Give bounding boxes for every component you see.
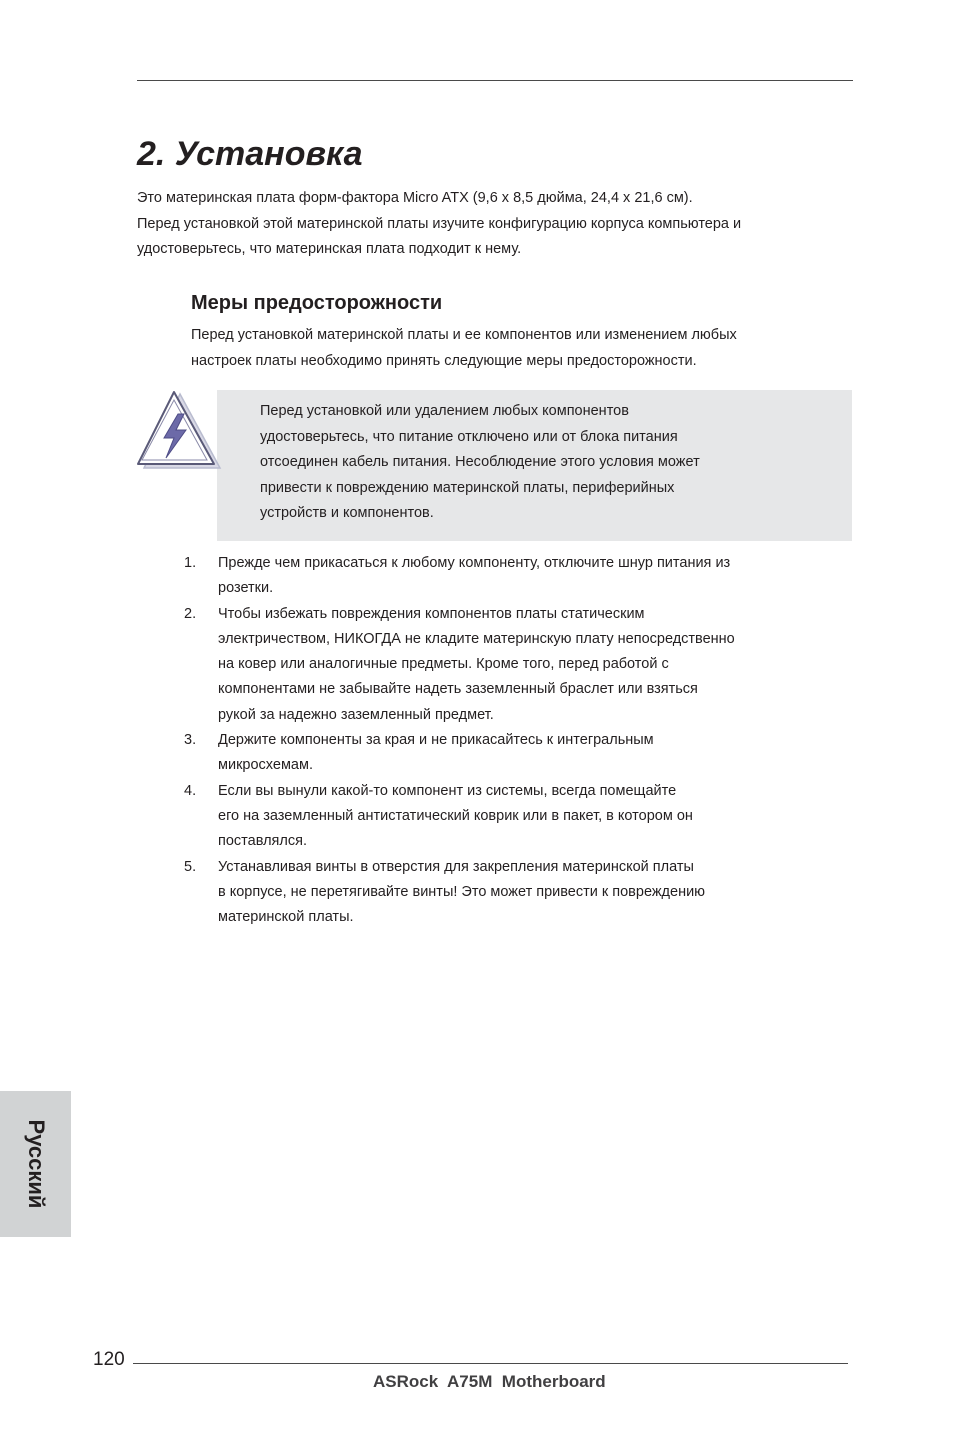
precautions-list xyxy=(184,551,844,930)
warning-box xyxy=(217,390,852,541)
list-item-line: рукой за надежно заземленный предмет. xyxy=(218,706,494,723)
list-item-line: в корпусе, не перетягивайте винты! Это может привести к повреждению xyxy=(218,883,706,900)
list-item xyxy=(184,551,844,602)
list-item-line: Прежде чем прикасаться к любому компоненту, отключите шнур питания из xyxy=(218,555,731,571)
list-item xyxy=(184,779,844,855)
list-item xyxy=(184,728,844,779)
list-item xyxy=(184,602,844,728)
footer-product-name: ASRock A75M Motherboard xyxy=(373,1372,606,1391)
list-item-line: Если вы вынули какой-то компонент из системы, всегда помещайте xyxy=(218,782,677,799)
warning-line: привести к повреждению материнской платы, периферийных xyxy=(260,479,675,496)
intro-paragraph xyxy=(137,186,857,263)
warning-line: Перед установкой или удалением любых компонентов xyxy=(260,403,629,419)
list-item xyxy=(184,855,844,931)
warning-text xyxy=(260,399,700,527)
precautions-line: Перед установкой материнской платы и ее компонентов или изменением любых xyxy=(191,327,737,343)
footer-rule xyxy=(133,1363,848,1364)
list-item-number: 2. xyxy=(184,605,197,622)
list-item-line: микросхемам. xyxy=(218,757,313,774)
language-side-tab xyxy=(0,1091,71,1237)
header-rule xyxy=(137,80,853,81)
list-item-line: на ковер или аналогичные предметы. Кроме того, перед работой с xyxy=(218,656,669,673)
list-item-number: 3. xyxy=(184,732,197,749)
precautions-intro xyxy=(191,323,851,374)
list-item-number: 4. xyxy=(184,782,197,799)
list-item-line: розетки. xyxy=(218,580,274,597)
intro-line: Это материнская плата форм-фактора Micro ATX (9,6 x 8,5 дюйма, 24,4 x 21,6 см). xyxy=(137,190,693,206)
list-item-line: Держите компоненты за края и не прикасайтесь к интегральным xyxy=(218,732,654,749)
warning-line: удостоверьтесь, что питание отключено или от блока питания xyxy=(260,428,678,445)
list-item-line: компонентами не забывайте надеть заземленный браслет или взяться xyxy=(218,681,698,698)
high-voltage-warning-icon xyxy=(134,388,222,472)
list-item-number: 1. xyxy=(184,555,197,571)
precautions-heading: Меры предосторожности xyxy=(191,292,443,314)
precautions-line: настроек платы необходимо принять следующие меры предосторожности. xyxy=(191,352,697,369)
page-number: 120 xyxy=(93,1349,125,1370)
list-item-line: его на заземленный антистатический коврик или в пакет, в котором он xyxy=(218,807,693,824)
warning-line: устройств и компонентов. xyxy=(260,505,434,521)
list-item-line: Устанавливая винты в отверстия для закрепления материнской платы xyxy=(218,858,694,875)
language-label: Русский xyxy=(23,1119,49,1209)
list-item-number: 5. xyxy=(184,858,197,875)
list-item-line: материнской платы. xyxy=(218,909,354,926)
page-title: 2. Установка xyxy=(137,135,363,173)
intro-line: Перед установкой этой материнской платы изучите конфигурацию корпуса компьютера и xyxy=(137,215,742,232)
list-item-line: Чтобы избежать повреждения компонентов платы статическим xyxy=(218,605,645,622)
warning-line: отсоединен кабель питания. Несоблюдение этого условия может xyxy=(260,454,700,470)
list-item-line: поставлялся. xyxy=(218,833,307,850)
intro-line: удостоверьтесь, что материнская плата подходит к нему. xyxy=(137,241,522,257)
list-item-line: электричеством, НИКОГДА не кладите материнскую плату непосредственно xyxy=(218,630,735,647)
